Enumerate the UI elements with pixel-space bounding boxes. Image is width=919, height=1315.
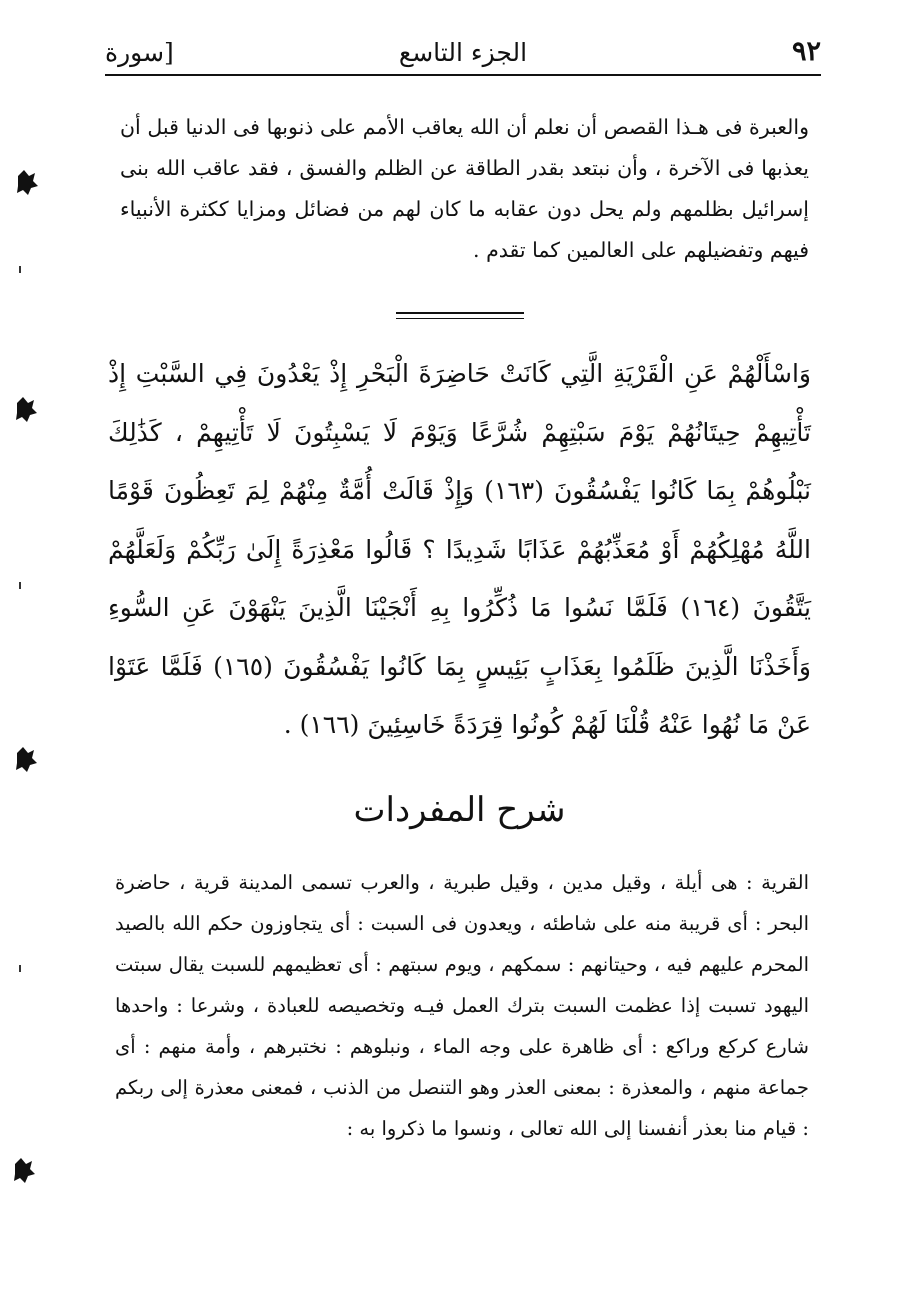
ink-blot-mark — [16, 397, 37, 422]
ink-dot-mark — [19, 582, 21, 589]
page-number: ٩٢ — [791, 36, 821, 67]
ink-blot-mark — [17, 170, 38, 195]
running-title: الجزء التاسع — [398, 38, 528, 67]
ink-blot-mark — [14, 1158, 35, 1183]
vocabulary-notes: القرية : هى أيلة ، وقيل مدين ، وقيل طبرية ، والعرب تسمى المدينة قرية ، حاضرة البحر : أى قريبة منه على شاطئه ، ويعدون فى السبت : أى يتجاوزون حكم الله بالصيد المحرم عليهم فيه ، وحيتانهم : سمكهم ، ويوم سبتهم : أى تعظيمهم للسبت يقال سبتت اليهود تسبت إذا عظمت السبت بترك العمل فيـه وتخصيصه للعبادة ، وشرعا : واحدها شارع كركع وراكع : أى ظاهرة على وجه الماء ، ونبلوهم : نختبرهم ، وأمة منهم : أى جماعة منهم ، والمعذرة : بمعنى العذر وهو التنصل من الذنب ، فمعنى معذرة إلى ربكم : قيام منا بعذر أنفسنا إلى الله تعالى ، ونسوا ما ذكروا به : — [115, 871, 809, 1140]
ink-dot-mark — [19, 965, 21, 972]
intro-paragraph: والعبرة فى هـذا القصص أن نعلم أن الله يعاقب الأمم على ذنوبها فى الدنيا قبل أن يعذبها فى الآخرة ، وأن نبتعد بقدر الطاقة عن الظلم والفسق ، فقد عاقب الله بنى إسرائيل بظلمهم ولم يحل دون عقابه ما كان لهم من فضائل ومزايا ككثرة الأنبياء فيهم وتفضيلهم على العالمين كما تقدم . — [120, 115, 809, 262]
header-rule — [105, 74, 821, 76]
section-title: شرح المفردات — [353, 790, 566, 830]
ink-dot-mark — [19, 266, 21, 273]
quran-verses: وَاسْأَلْهُمْ عَنِ الْقَرْيَةِ الَّتِي كَانَتْ حَاضِرَةَ الْبَحْرِ إِذْ يَعْدُونَ فِي السَّبْتِ إِذْ تَأْتِيهِمْ حِيتَانُهُمْ يَوْمَ سَبْتِهِمْ شُرَّعًا وَيَوْمَ لَا يَسْبِتُونَ لَا تَأْتِيهِمْ ، كَذَٰلِكَ نَبْلُوهُمْ بِمَا كَانُوا يَفْسُقُونَ (١٦٣) وَإِذْ قَالَتْ أُمَّةٌ مِنْهُمْ لِمَ تَعِظُونَ قَوْمًا اللَّهُ مُهْلِكُهُمْ أَوْ مُعَذِّبُهُمْ عَذَابًا شَدِيدًا ؟ قَالُوا مَعْذِرَةً إِلَىٰ رَبِّكُمْ وَلَعَلَّهُمْ يَتَّقُونَ (١٦٤) فَلَمَّا نَسُوا مَا ذُكِّرُوا بِهِ أَنْجَيْنَا الَّذِينَ يَنْهَوْنَ عَنِ السُّوءِ وَأَخَذْنَا الَّذِينَ ظَلَمُوا بِعَذَابٍ بَئِيسٍ بِمَا كَانُوا يَفْسُقُونَ (١٦٥) فَلَمَّا عَتَوْا عَنْ مَا نُهُوا عَنْهُ قُلْنَا لَهُمْ كُونُوا قِرَدَةً خَاسِئِينَ (١٦٦) . — [108, 359, 811, 739]
ink-blot-mark — [16, 747, 37, 772]
section-separator — [396, 312, 524, 319]
surah-label: [سورة — [105, 38, 174, 67]
page-header — [105, 30, 821, 76]
